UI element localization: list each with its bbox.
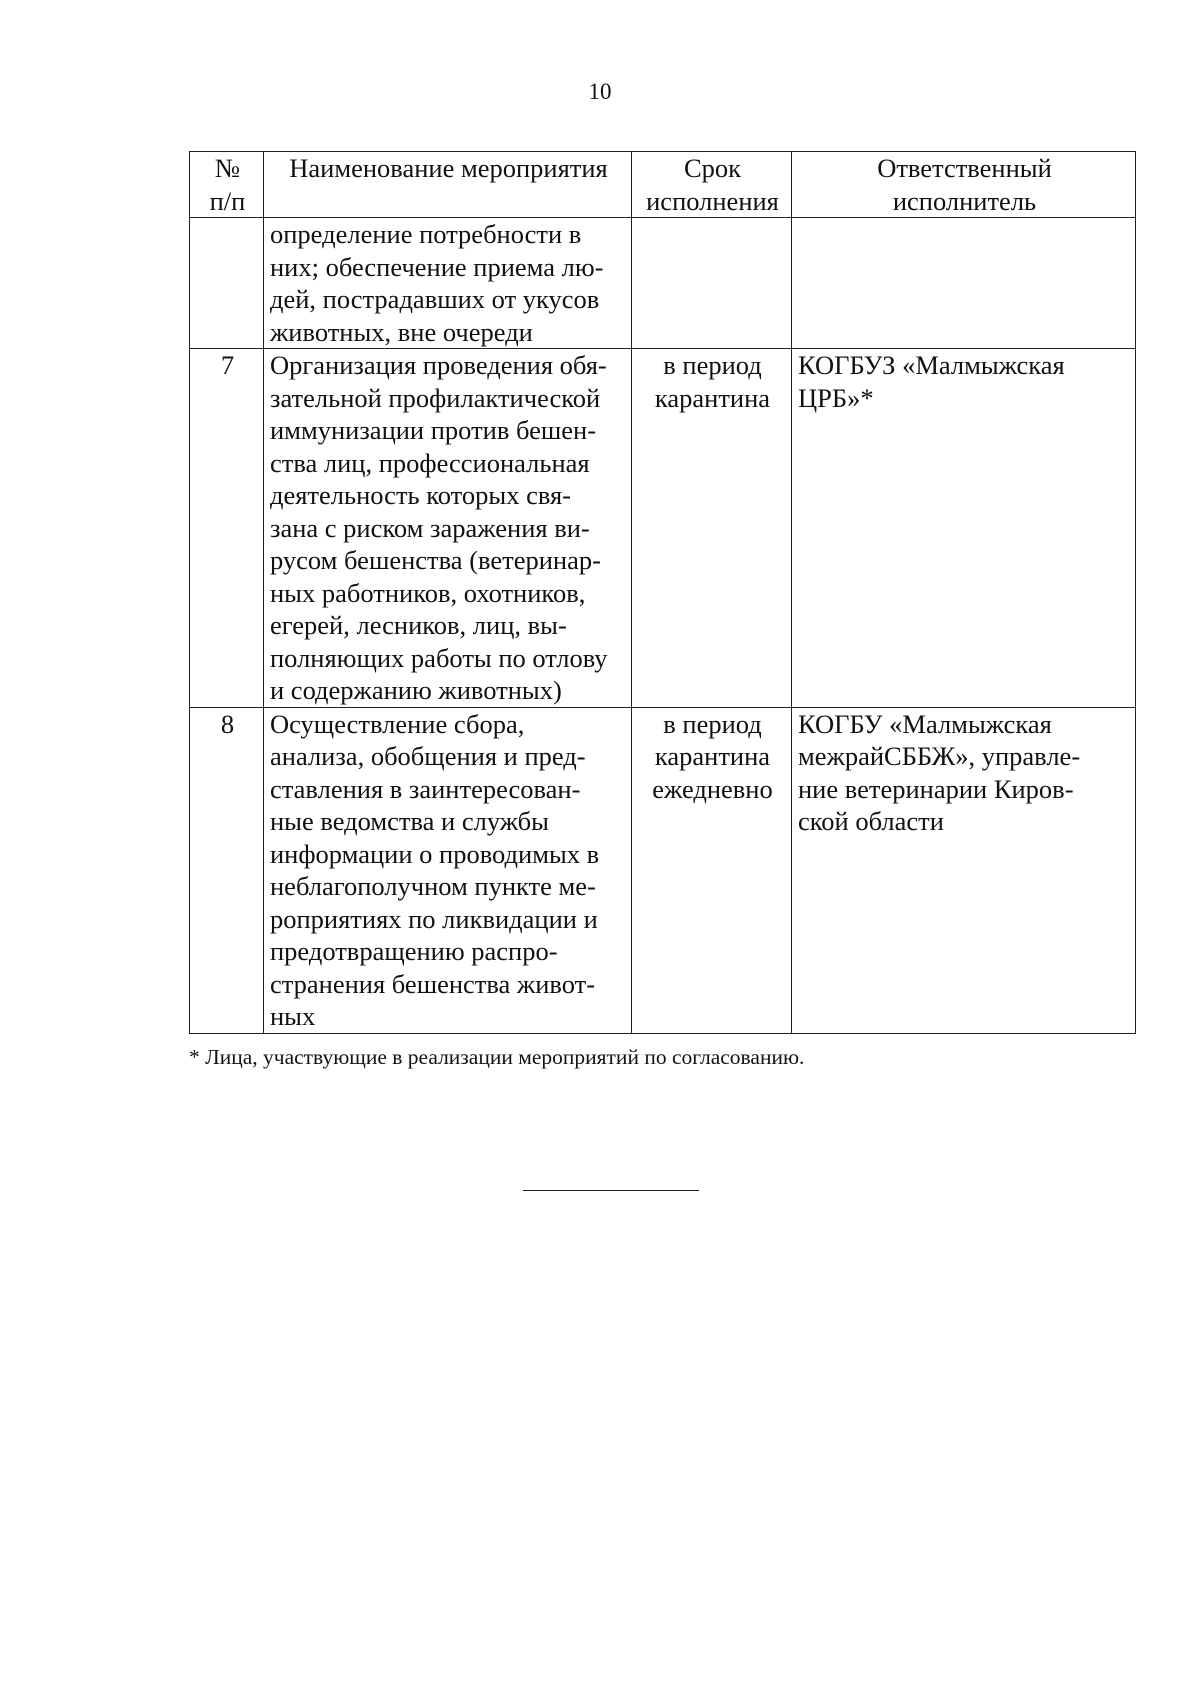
header-term [632,152,792,218]
text-line: дей, пострадавших от укусов [270,284,600,314]
text-line: ской области [798,806,944,836]
text-line: определение потребности в [270,219,582,249]
text-line: зательной профилактической [270,382,601,413]
text-line: них; обеспечение приема лю- [270,251,604,282]
text-line: ежедневно [652,773,773,804]
header-text: № [214,153,241,183]
text-line: русом бешенства (ветеринар- [270,545,601,575]
end-divider [523,1190,699,1191]
text-line: полняющих работы по отлову [270,642,608,673]
text-line: ЦРБ»* [798,382,874,413]
measure-name [264,349,632,708]
footnote: * Лица, участвующие в реализации мероприятий по согласованию. [189,1045,805,1069]
text-line: зана с риском заражения ви- [270,512,590,543]
text-line: животных, вне очереди [270,316,533,347]
text-line: ные ведомства и службы [270,806,549,836]
text-line: ных работников, охотников, [270,577,586,608]
text-line: межрайСББЖ», управле- [798,741,1081,771]
text-line: КОГБУ «Малмыжская [798,708,1052,739]
measure-term [632,349,792,708]
text-line: ние ветеринарии Киров- [798,773,1074,804]
text-line: иммунизации против бешен- [270,415,597,445]
text-line: неблагополучном пункте ме- [270,871,596,901]
text-line: Осуществление сбора, [270,708,525,739]
header-responsible [792,152,1136,218]
header-text: Ответственный [877,153,1052,183]
measure-name [264,707,632,1033]
table-row [190,218,1136,349]
header-text: п/п [209,185,246,216]
header-text: исполнения [646,185,779,216]
measure-term [632,707,792,1033]
measure-responsible [792,218,1136,349]
measure-name [264,218,632,349]
text-line: в период [663,708,762,739]
text-line: предотвращению распро- [270,936,558,966]
text-line: карантина [654,741,771,771]
measure-responsible [792,707,1136,1033]
text-line: информации о проводимых в [270,838,600,869]
text-line: ставления в заинтересован- [270,773,581,804]
header-text: Наименование мероприятия [289,153,608,183]
measure-term [632,218,792,349]
page-number: 10 [588,79,612,104]
measure-responsible [792,349,1136,708]
header-text: исполнитель [892,185,1037,216]
text-line: деятельность которых свя- [270,480,572,510]
header-name [264,152,632,218]
text-line: егерей, лесников, лиц, вы- [270,610,567,640]
table-row [190,707,1136,1033]
text-line: ных [270,1001,316,1031]
text-line: странения бешенства живот- [270,968,596,999]
text-line: Организация проведения обя- [270,350,607,380]
text-line: анализа, обобщения и пред- [270,741,586,771]
text-line: в период [663,350,762,380]
table-header-row [190,152,1136,218]
row-number: 8 [190,707,264,1033]
text-line: КОГБУЗ «Малмыжская [798,350,1065,380]
text-line: карантина [654,382,771,413]
header-text: Срок [683,153,742,183]
row-number [190,218,264,349]
text-line: ства лиц, профессиональная [270,447,590,478]
header-num [190,152,264,218]
text-line: роприятиях по ликвидации и [270,903,598,934]
table-row [190,349,1136,708]
measures-table [189,151,1136,1034]
row-number: 7 [190,349,264,708]
text-line: и содержанию животных) [270,675,562,705]
